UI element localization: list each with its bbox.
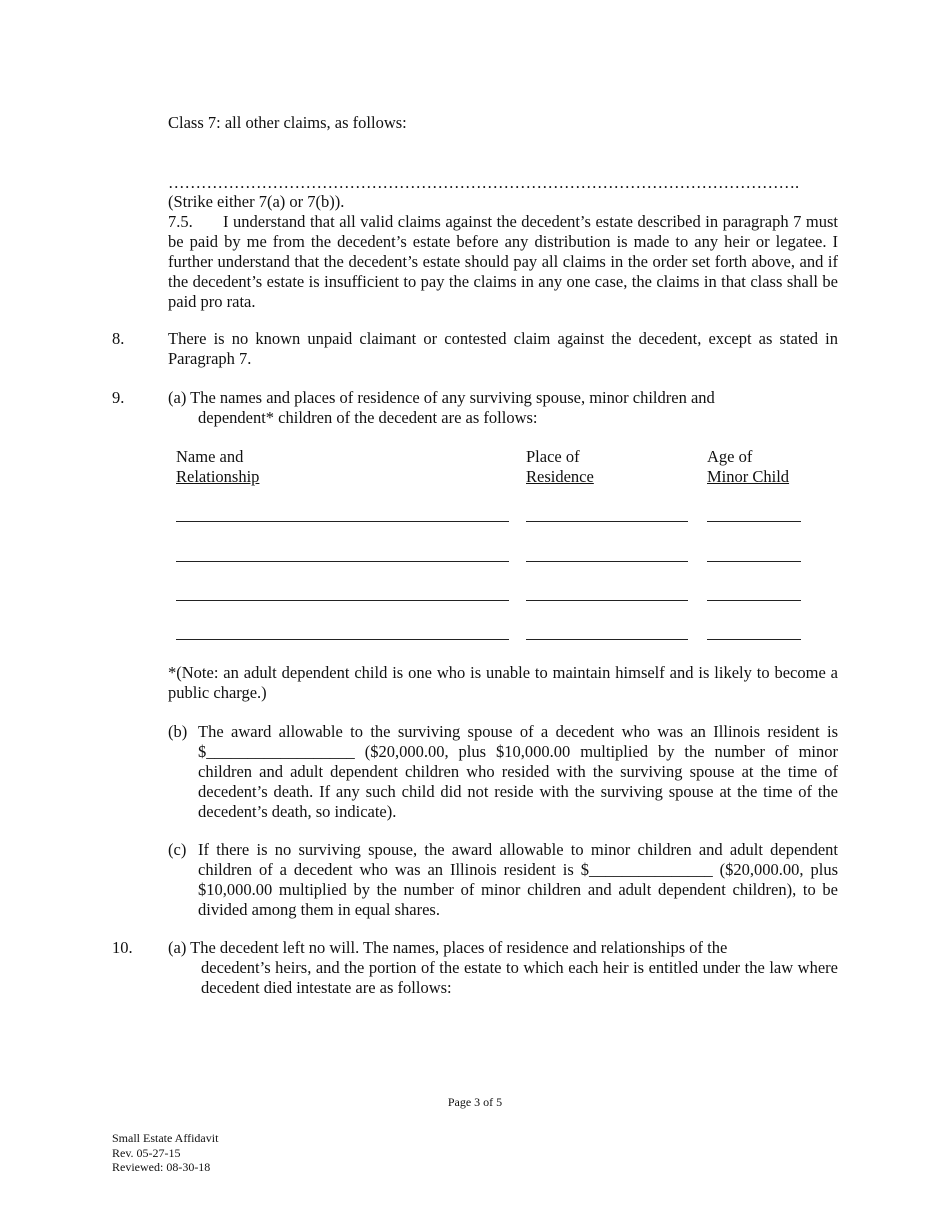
row2-name-field[interactable] (176, 561, 509, 562)
header-name-line2: Relationship (176, 467, 260, 486)
row1-residence-field[interactable] (526, 521, 688, 522)
paragraph-9-number: 9. (112, 388, 125, 407)
paragraph-9b-label: (b) (168, 722, 188, 741)
row4-residence-field[interactable] (526, 639, 688, 640)
row3-name-field[interactable] (176, 600, 509, 601)
form-info (112, 1131, 218, 1175)
paragraph-9c-label: (c) (168, 840, 187, 859)
header-name-line1: Name and (176, 447, 244, 466)
strike-note: (Strike either 7(a) or 7(b)). (168, 192, 345, 211)
form-name: Small Estate Affidavit (112, 1131, 219, 1145)
form-revision: Rev. 05-27-15 (112, 1145, 181, 1160)
header-residence (526, 447, 594, 487)
row4-name-field[interactable] (176, 639, 509, 640)
paragraph-7-5-number: 7.5. (168, 212, 193, 231)
row4-age-field[interactable] (707, 639, 801, 640)
paragraph-10a-line1: (a) The decedent left no will. The names, places of residence and relationships of the (168, 938, 728, 957)
form-reviewed-date: Reviewed: 08-30-18 (112, 1160, 211, 1174)
header-residence-line2: Residence (526, 467, 594, 486)
row1-age-field[interactable] (707, 521, 801, 522)
row3-age-field[interactable] (707, 600, 801, 601)
paragraph-9a-line1: (a) The names and places of residence of any surviving spouse, minor children and (168, 388, 715, 407)
paragraph-10-number: 10. (112, 938, 133, 957)
paragraph-7-5 (168, 212, 838, 312)
row1-name-field[interactable] (176, 521, 509, 522)
dependent-child-note: *(Note: an adult dependent child is one who is unable to maintain himself and is likely to become a public charge.) (168, 663, 838, 702)
row2-age-field[interactable] (707, 561, 801, 562)
paragraph-9c-text: If there is no surviving spouse, the award allowable to minor children and adult dependent children of a decedent who was an Illinois resident is $_______________ ($20,000.00, plus $10,000.00 multiplied by the number of minor children and adult dependent children), to be divided among them in equal shares. (198, 840, 838, 919)
header-name (176, 447, 259, 487)
row2-residence-field[interactable] (526, 561, 688, 562)
header-residence-line1: Place of (526, 447, 580, 466)
paragraph-8-number: 8. (112, 329, 125, 348)
header-age (707, 447, 789, 487)
paragraph-10a-rest: decedent’s heirs, and the portion of the estate to which each heir is entitled under the law where decedent died intestate are as follows: (201, 958, 838, 997)
paragraph-8-text: There is no known unpaid claimant or contested claim against the decedent, except as stated in Paragraph 7. (168, 329, 838, 368)
page-number: Page 3 of 5 (447, 1095, 503, 1109)
row3-residence-field[interactable] (526, 600, 688, 601)
paragraph-9b-text: The award allowable to the surviving spouse of a decedent who was an Illinois resident is $__________________ ($20,000.00, plus $10,000.00 multiplied by the number of minor children and adult dependent children who resided with the surviving spouse at the time of decedent’s death. If any such child did not reside with the surviving spouse at the time of the decedent’s death, so indicate). (198, 722, 838, 821)
class7-dotted-line: ……………………………………………………………………………………………………. (168, 173, 800, 192)
header-age-line2: Minor Child (707, 467, 790, 486)
paragraph-9a-line2: dependent* children of the decedent are as follows: (198, 408, 538, 427)
paragraph-7-5-text: I understand that all valid claims against the decedent’s estate described in paragraph 7 must be paid by me from the decedent’s estate before any distribution is made to any heir or legatee. I further understand that the decedent’s estate should pay all claims in the order set forth above, and if the decedent’s estate is insufficient to pay the claims in any one case, the claims in that class shall be paid pro rata. (168, 212, 838, 311)
class7-heading: Class 7: all other claims, as follows: (168, 113, 407, 132)
header-age-line1: Age of (707, 447, 753, 466)
